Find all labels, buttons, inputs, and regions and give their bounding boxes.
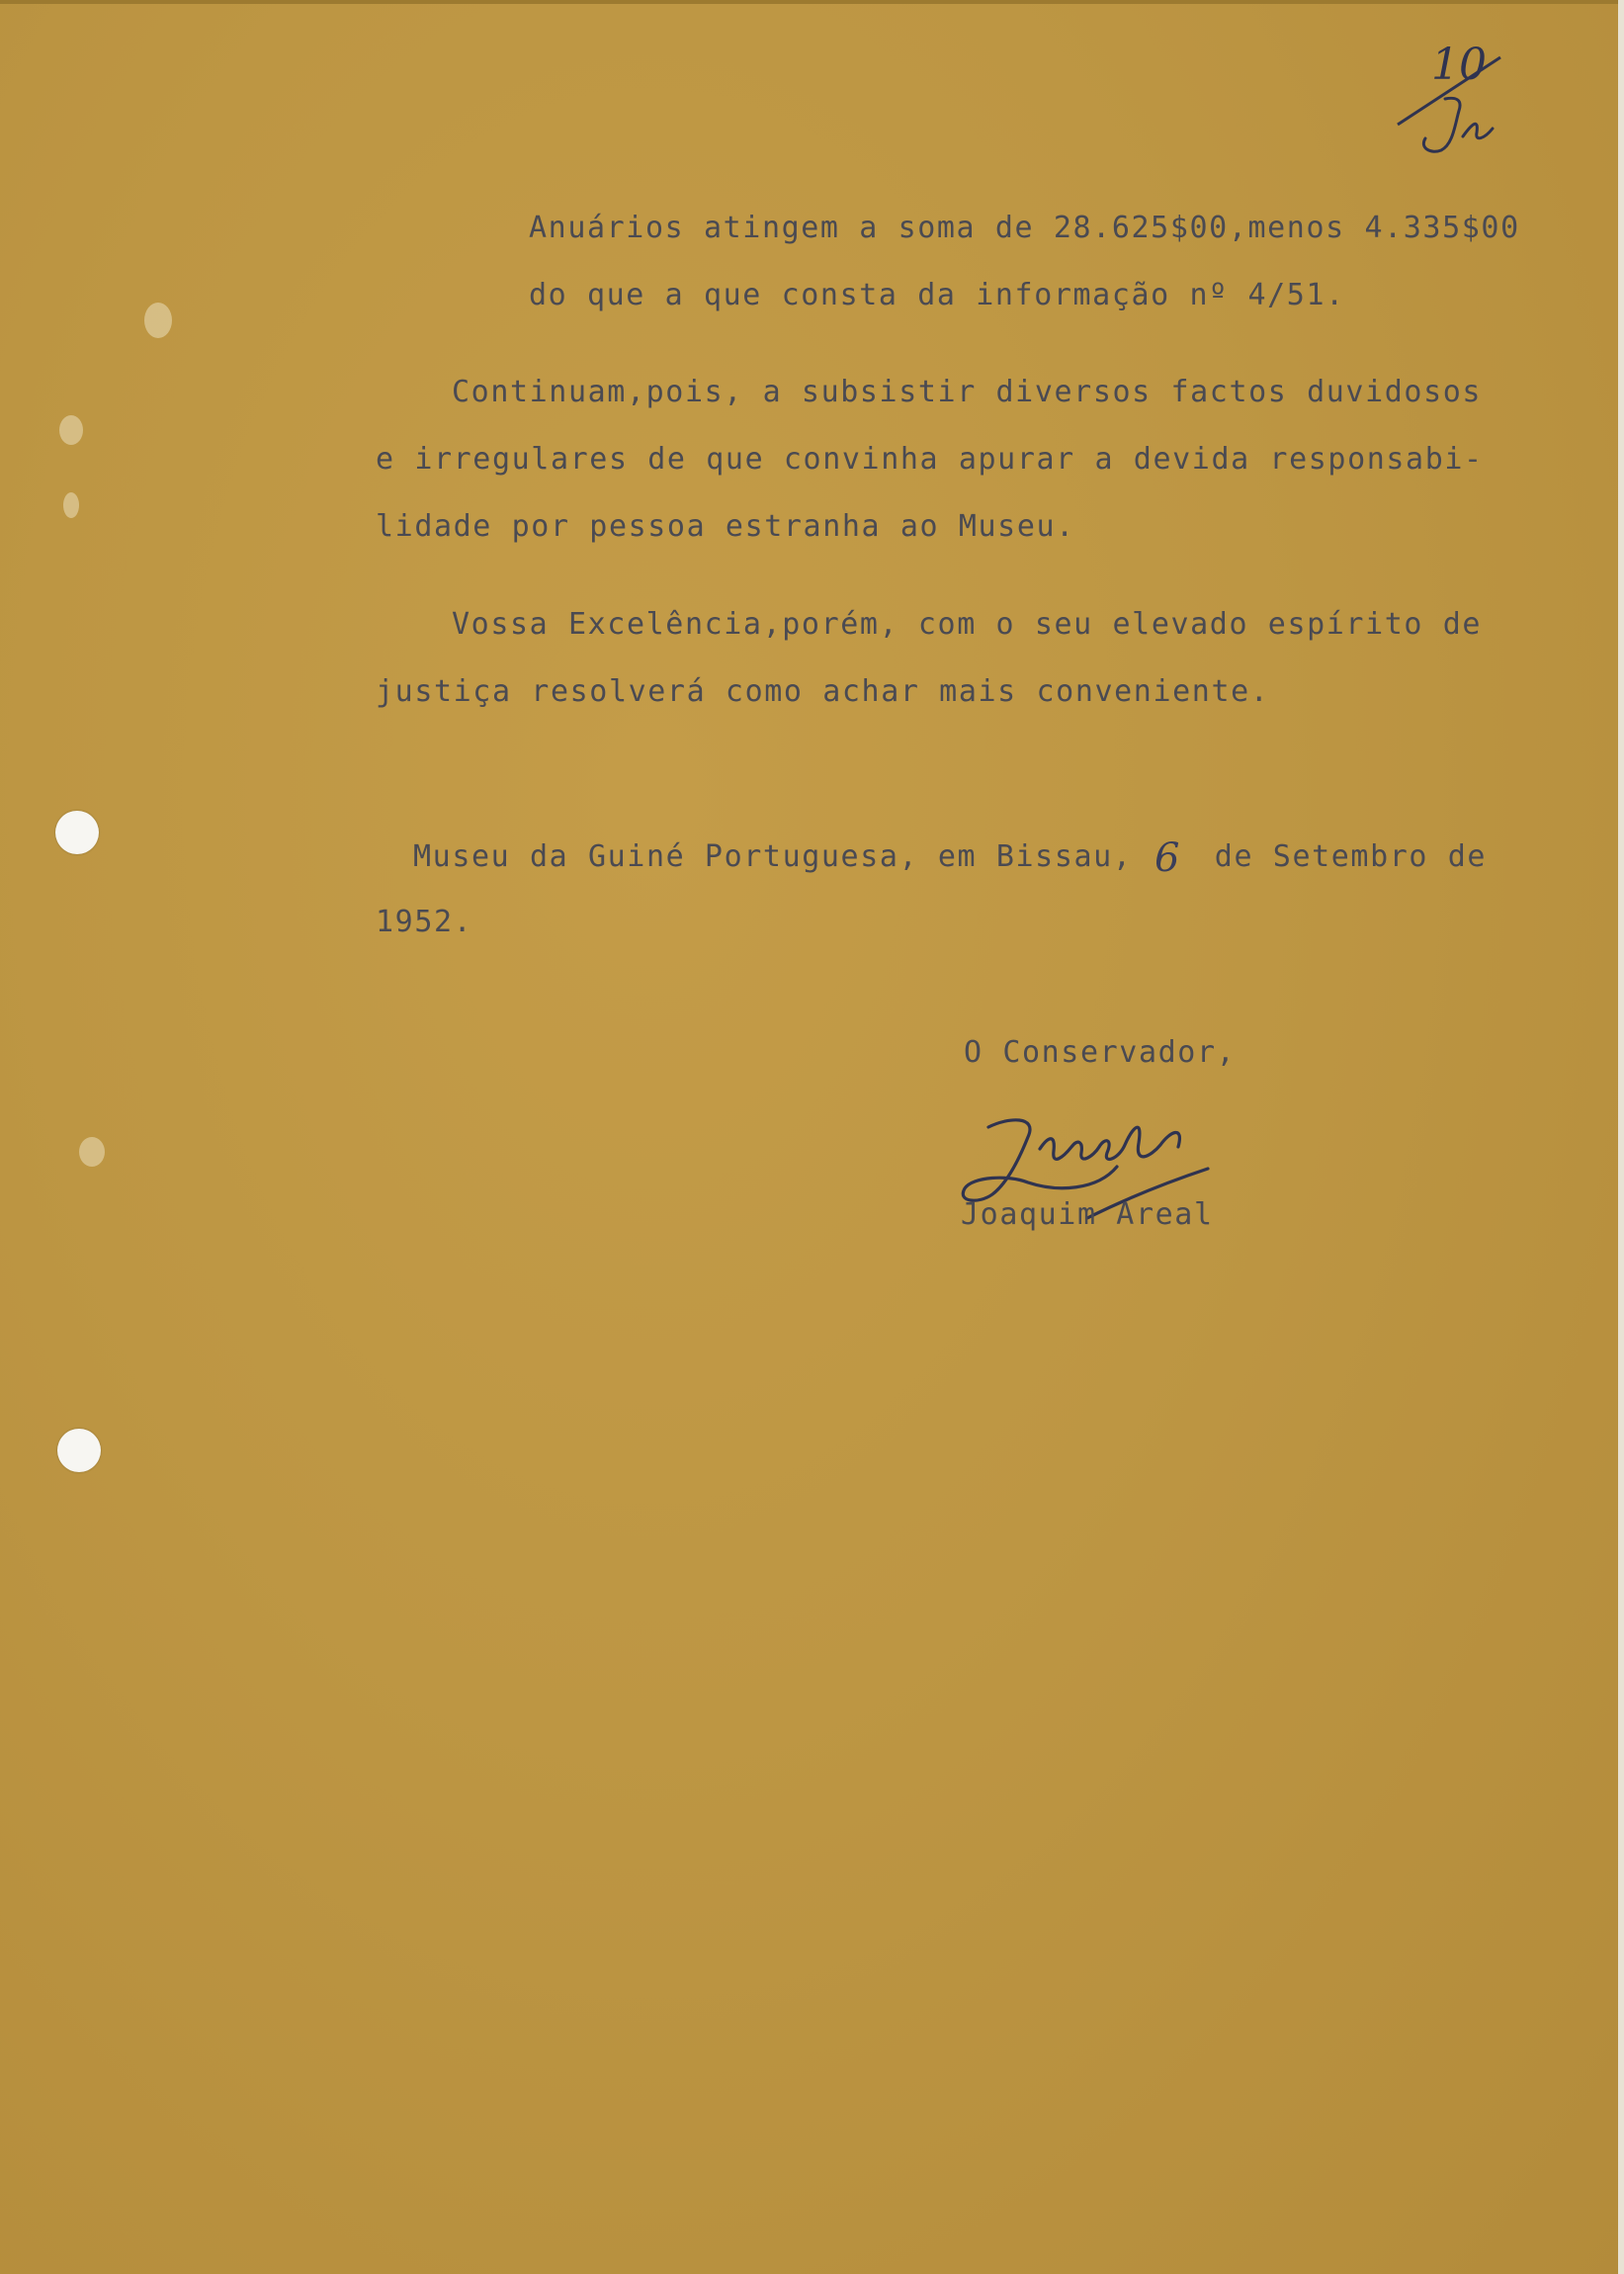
body-line-7: justiça resolverá como achar mais conveniente. <box>376 674 1270 709</box>
punch-hole-upper <box>55 811 99 854</box>
folio-mark <box>1384 28 1532 176</box>
signatory-name: Joaquim Areal <box>961 1197 1214 1232</box>
closing-title: O Conservador, <box>964 1035 1237 1070</box>
folio-initials <box>1423 98 1493 151</box>
body-line-6: Vossa Excelência,porém, com o seu elevado espírito de <box>452 607 1483 642</box>
handwritten-day: 6 <box>1154 835 1180 881</box>
body-line-4: e irregulares de que convinha apurar a devida responsabi- <box>376 442 1484 477</box>
dateline-suffix: de Setembro de <box>1195 839 1488 874</box>
dateline <box>413 839 1488 874</box>
paper-spot <box>79 1137 105 1167</box>
dateline-prefix: Museu da Guiné Portuguesa, em Bissau, <box>413 839 1153 874</box>
folio-number: 10 <box>1431 40 1487 90</box>
paper-spot <box>59 415 83 445</box>
body-line-5: lidade por pessoa estranha ao Museu. <box>376 509 1075 544</box>
body-line-3: Continuam,pois, a subsistir diversos factos duvidosos <box>452 375 1483 409</box>
paper-spot <box>63 492 79 518</box>
body-line-1: Anuários atingem a soma de 28.625$00,menos 4.335$00 <box>529 211 1520 245</box>
dateline-year: 1952. <box>376 905 473 939</box>
page-right-edge <box>1618 0 1624 2274</box>
paper-spot <box>144 303 172 338</box>
page-top-edge <box>0 0 1624 4</box>
body-line-2: do que a que consta da informação nº 4/51. <box>529 278 1345 312</box>
punch-hole-lower <box>57 1429 101 1472</box>
